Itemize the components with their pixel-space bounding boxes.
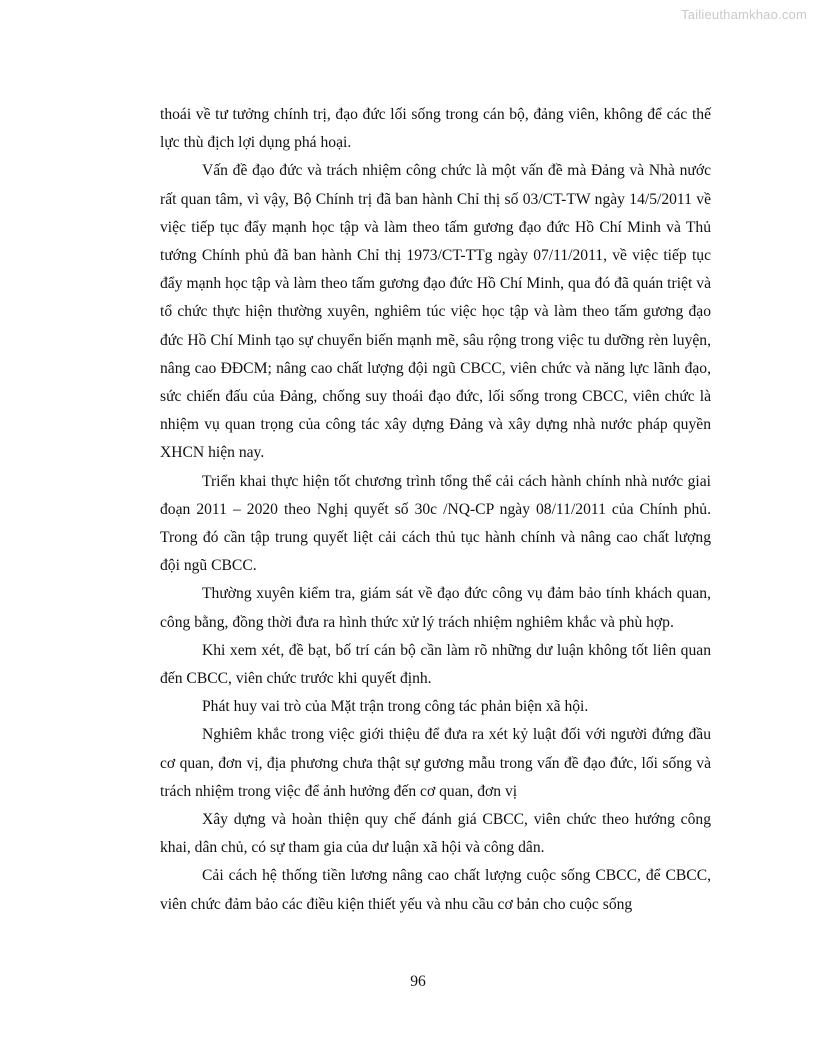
paragraph: Xây dựng và hoàn thiện quy chế đánh giá CBCC, viên chức theo hướng công khai, dân chủ, có sự tham gia của dư luận xã hội và công dân. [160,811,711,857]
paragraph: Phát huy vai trò của Mặt trận trong công tác phản biện xã hội. [202,698,589,716]
paragraph: Thường xuyên kiểm tra, giám sát về đạo đức công vụ đảm bảo tính khách quan, công bằng, đồng thời đưa ra hình thức xử lý trách nhiệm nghiêm khắc và phù hợp. [160,585,711,631]
document-body [160,101,711,919]
paragraph: Cải cách hệ thống tiền lương nâng cao chất lượng cuộc sống CBCC, để CBCC, viên chức đảm bảo các điều kiện thiết yếu và nhu cầu cơ bản cho cuộc sống [160,867,711,913]
page-number: 96 [410,973,426,990]
paragraph-continuation: thoái về tư tưởng chính trị, đạo đức lối sống trong cán bộ, đảng viên, không để các thế lực thù địch lợi dụng phá hoại. [160,106,711,152]
paragraph: Khi xem xét, đề bạt, bố trí cán bộ cần làm rõ những dư luận không tốt liên quan đến CBCC, viên chức trước khi quyết định. [160,641,711,688]
watermark-text: Tailieuthamkhao.com [681,7,807,22]
paragraph: Vấn đề đạo đức và trách nhiệm công chức là một vấn đề mà Đảng và Nhà nước rất quan tâm, vì vậy, Bộ Chính trị đã ban hành Chỉ thị số 03/CT-TW ngày 14/5/2011 về việc tiếp tục đẩy mạnh học tập và làm theo tấm gương đạo đức Hồ Chí Minh và Thủ tướng Chính phủ đã ban hành Chỉ thị 1973/CT-TTg ngày 07/11/2011, về việc tiếp tục đẩy mạnh học tập và làm theo tấm gương đạo đức Hồ Chí Minh, qua đó đã quán triệt và tổ chức thực hiện thường xuyên, nghiêm túc việc học tập và làm theo tấm gương đạo đức Hồ Chí Minh tạo sự chuyển biến mạnh mẽ, sâu rộng trong việc tu dưỡng rèn luyện, nâng cao ĐĐCM; nâng cao chất lượng đội ngũ CBCC, viên chức và năng lực lãnh đạo, sức chiến đấu của Đảng, chống suy thoái đạo đức, lối sống trong CBCC, viên chức là nhiệm vụ quan trọng của công tác xây dựng Đảng và xây dựng nhà nước pháp quyền XHCN hiện nay. [160,162,711,462]
paragraph: Nghiêm khắc trong việc giới thiệu để đưa ra xét kỷ luật đối với người đứng đầu cơ quan, đơn vị, địa phương chưa thật sự gương mẫu trong vấn đề đạo đức, lối sống và trách nhiệm trong việc để ảnh hưởng đến cơ quan, đơn vị [160,726,711,800]
paragraph: Triển khai thực hiện tốt chương trình tổng thể cải cách hành chính nhà nước giai đoạn 2011 – 2020 theo Nghị quyết số 30c /NQ-CP ngày 08/11/2011 của Chính phủ. Trong đó cần tập trung quyết liệt cải cách thủ tục hành chính và nâng cao chất lượng đội ngũ CBCC. [160,472,711,575]
